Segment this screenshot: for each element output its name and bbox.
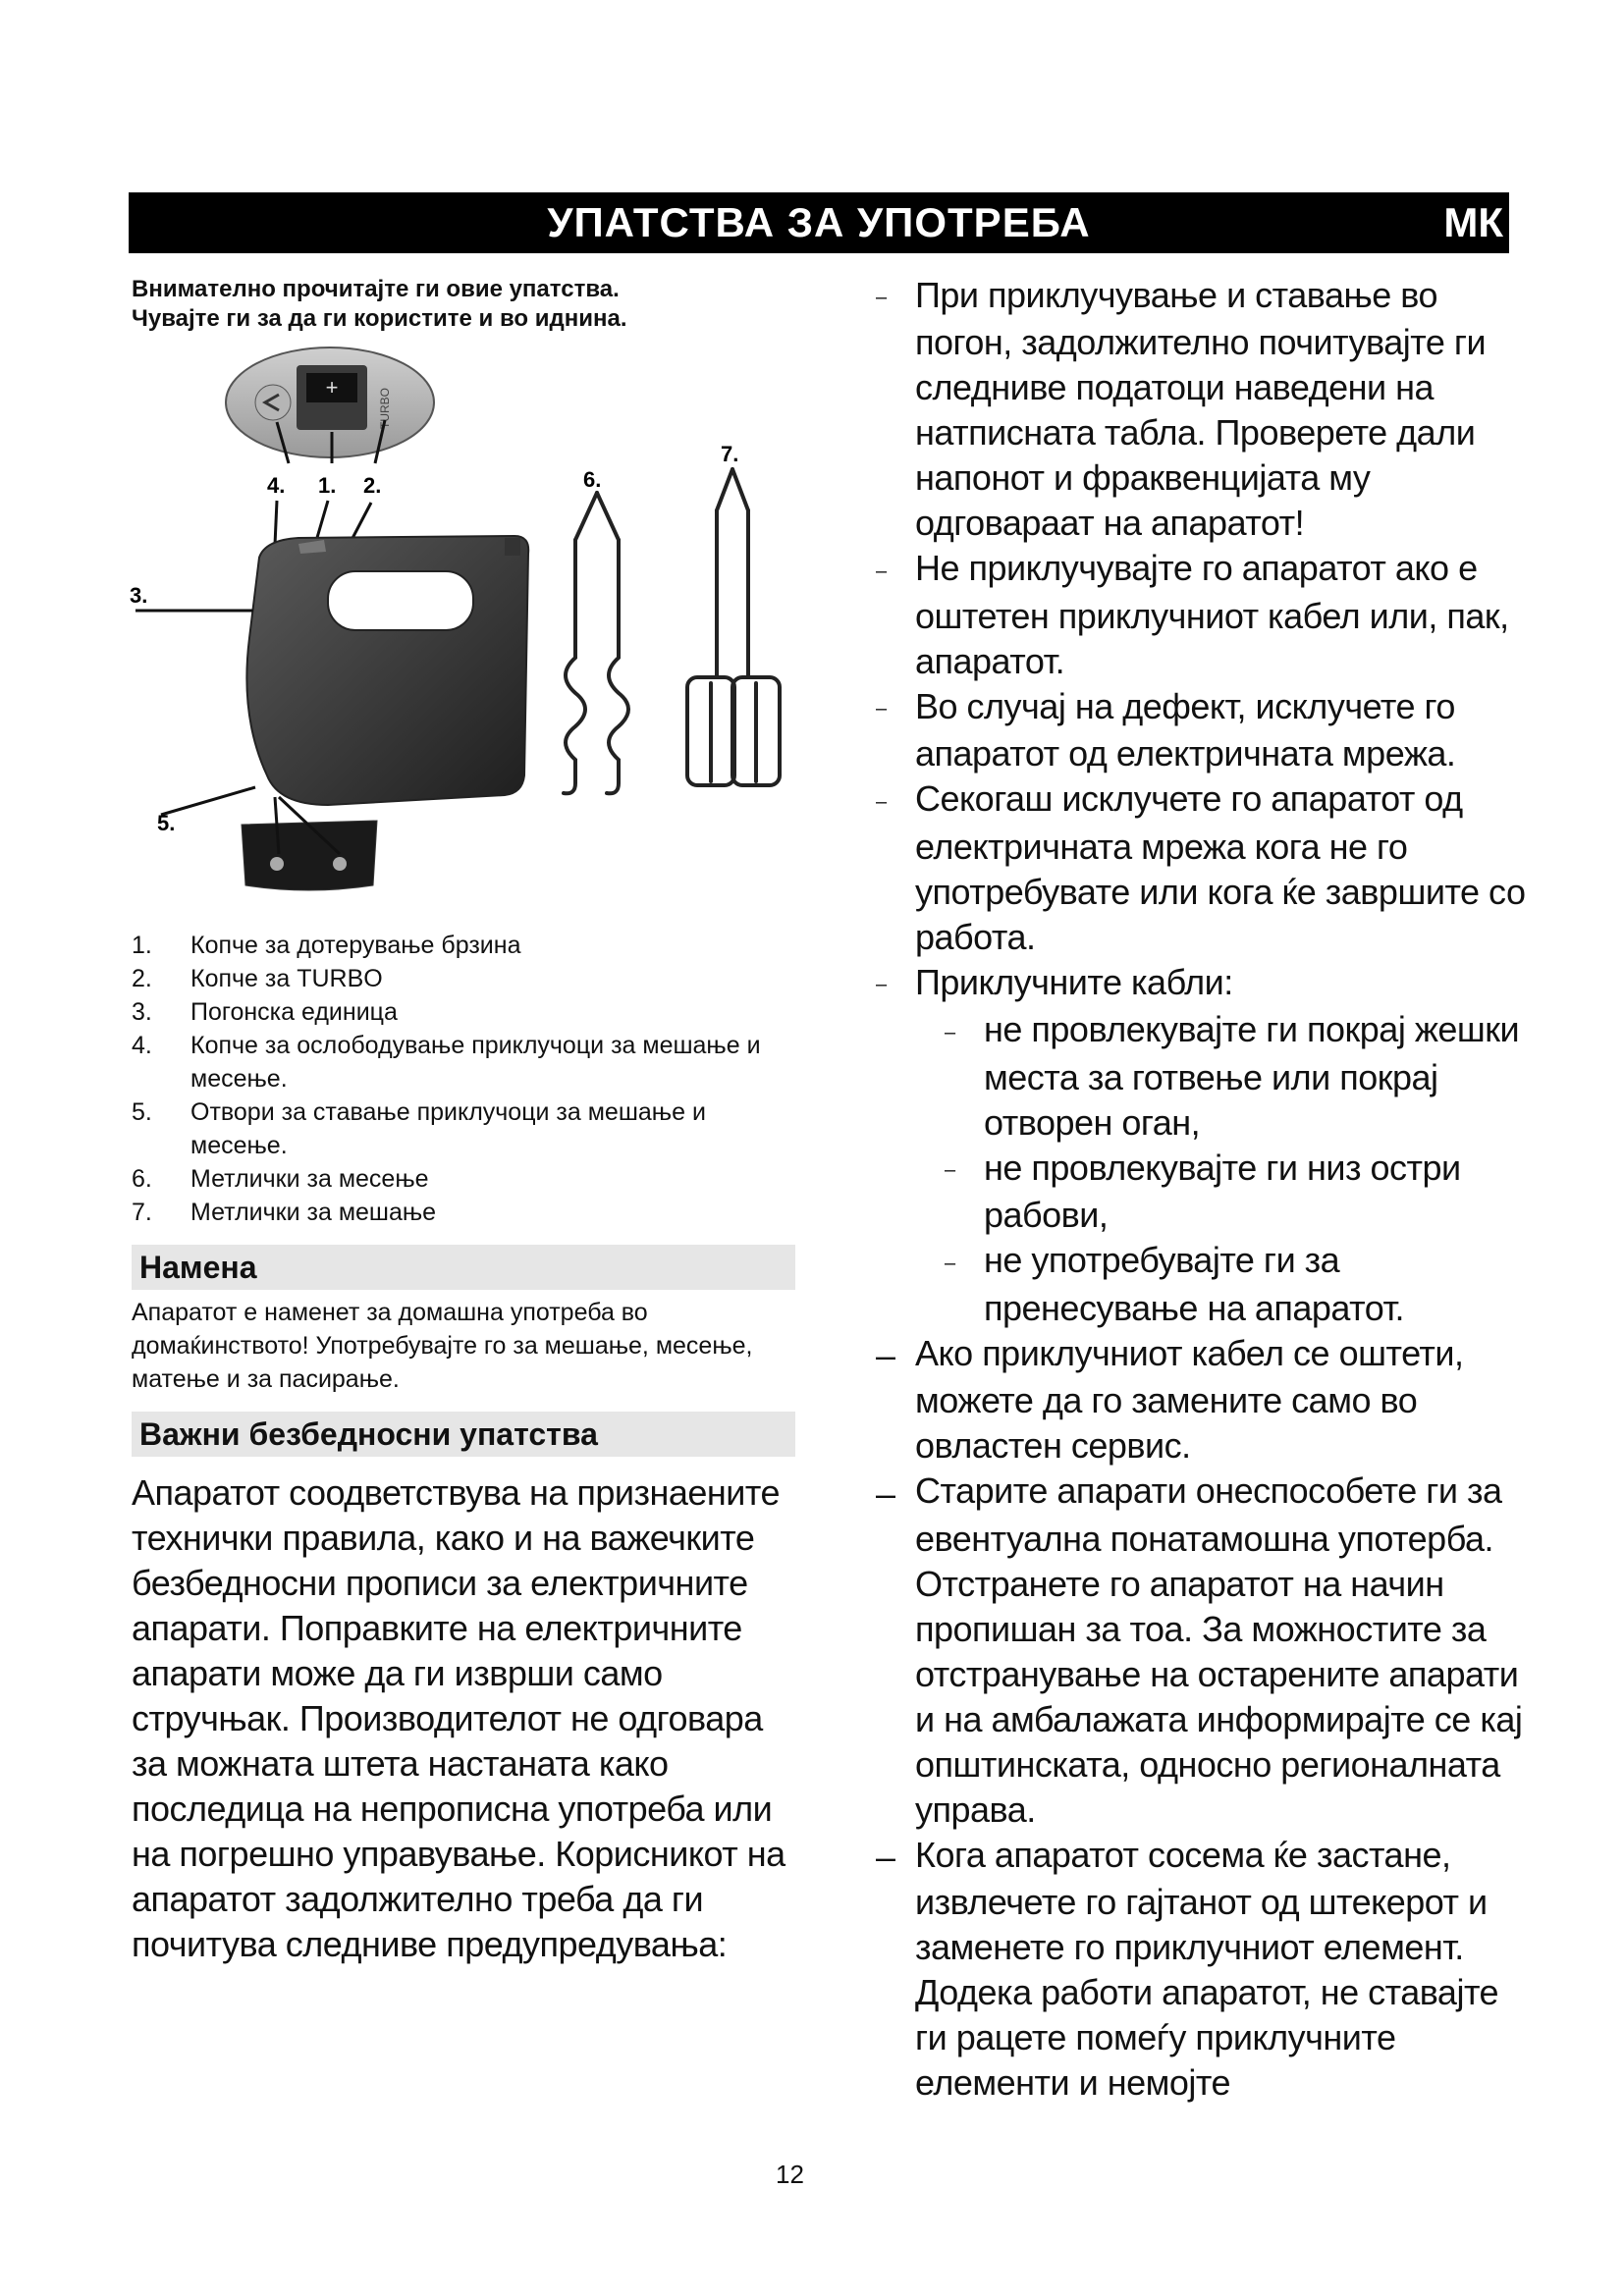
parts-num: 4. <box>132 1032 152 1059</box>
warning-item <box>840 1331 1528 1468</box>
mixer-illustration <box>132 344 799 903</box>
warnings-list <box>840 273 1528 2106</box>
warning-text: Во случај на дефект, исклучете го апаратот од електричната мрежа. <box>915 685 1456 774</box>
warning-item <box>840 776 1528 959</box>
right-column <box>840 273 1528 2106</box>
warning-text: не употребувајте ги за пренесување на апаратот. <box>984 1240 1404 1328</box>
dash-icon: – <box>945 1021 955 1043</box>
dash-icon: – <box>945 1252 955 1274</box>
mixer-body <box>246 536 528 805</box>
dash-icon: – <box>945 1159 955 1182</box>
safety-heading: Важни безбедносни упатства <box>132 1412 795 1457</box>
parts-item <box>132 962 799 995</box>
parts-text: Метлички за месење <box>190 1165 429 1193</box>
label-6: 6. <box>583 467 602 492</box>
dash-icon: – <box>876 1472 895 1514</box>
parts-text: Метлички за мешање <box>190 1199 437 1226</box>
warning-item <box>840 960 1528 1007</box>
parts-text: Копче за дотерување брзина <box>190 932 521 959</box>
parts-item <box>132 929 799 962</box>
parts-text: Погонска единица <box>190 998 398 1026</box>
parts-item <box>132 1029 799 1095</box>
label-1: 1. <box>318 473 337 498</box>
parts-num: 2. <box>132 965 152 992</box>
parts-item <box>132 1162 799 1196</box>
parts-list <box>132 929 799 1229</box>
warning-text: Ако приклучниот кабел се оштети, можете да го замените само во овластен сервис. <box>915 1332 1464 1467</box>
parts-num: 7. <box>132 1199 152 1226</box>
label-5: 5. <box>157 811 176 835</box>
warning-text: Кога апаратот сосема ќе застане, извлечете го гајтанот од штекерот и заменете го приклучниот елемент. Додека работи апаратот, не ставајте ги рацете помеѓу приклучните елементи и немојте <box>915 1834 1499 2104</box>
dash-icon: – <box>876 698 887 721</box>
warning-item <box>840 1468 1528 1832</box>
warning-text: не провлекувајте ги низ остри рабови, <box>984 1147 1461 1236</box>
parts-item <box>132 1196 799 1229</box>
dough-hooks <box>564 493 628 793</box>
warning-subitem <box>840 1238 1528 1330</box>
parts-text: Копче за ослободување приклучоци за мешање и месење. <box>190 1032 761 1093</box>
warning-item <box>840 546 1528 683</box>
label-4: 4. <box>267 473 286 498</box>
parts-text: Копче за TURBO <box>190 965 383 992</box>
label-3: 3. <box>130 583 148 608</box>
header-bar <box>129 192 1509 253</box>
control-panel-inset <box>226 347 434 457</box>
plus-button-label: + <box>325 375 339 400</box>
intro-line-1: Внимателно прочитајте ги овие упатства. <box>132 276 620 302</box>
warning-text: не провлекувајте ги покрај жешки места за готвење или покрај отворен оган, <box>984 1009 1520 1143</box>
page-title: УПАТСТВА ЗА УПОТРЕБА <box>547 199 1091 245</box>
language-code: МК <box>1443 199 1503 245</box>
parts-num: 3. <box>132 998 152 1026</box>
dash-icon: – <box>876 287 887 309</box>
warning-text: Не приклучувајте го апаратот ако е оштетен приклучниот кабел или, пак, апаратот. <box>915 548 1509 681</box>
page-number: 12 <box>776 2160 804 2189</box>
parts-num: 6. <box>132 1165 152 1193</box>
dash-icon: – <box>876 974 887 996</box>
dash-icon: – <box>876 790 887 813</box>
purpose-heading: Намена <box>132 1245 795 1290</box>
safety-text: Апаратот соодветствува на признаените технички правила, како и на важечките безбедносни прописи за електричните апарати. Поправките на електричните апарати може да ги изврши само стручњак. Производителот не одговара за можната штета настаната како последица на непрописна употреба или на погрешно управување. Корисникот на апаратот задолжително треба да ги почитува следниве предупредувања: <box>132 1472 785 1964</box>
warning-subitem <box>840 1146 1528 1238</box>
warning-item <box>840 1833 1528 2106</box>
beaters <box>687 469 780 785</box>
dash-icon: – <box>876 560 887 582</box>
intro-line-2: Чувајте ги за да ги користите и во иднина. <box>132 305 627 332</box>
parts-text: Отвори за ставање приклучоци за мешање и месење. <box>190 1098 706 1159</box>
parts-item <box>132 1095 799 1162</box>
warning-item <box>840 684 1528 776</box>
parts-num: 5. <box>132 1098 152 1126</box>
turbo-button-label: TURBO <box>378 388 392 429</box>
left-column <box>132 275 799 1967</box>
label-2: 2. <box>363 473 382 498</box>
warning-item <box>840 273 1528 546</box>
label-7: 7. <box>721 442 739 466</box>
warning-text: Старите апарати онеспособете ги за евентуална понатамошна употерба. Отстранете го апаратот на начин пропишан за тоа. За можностите за отстранување на остарените апарати и на амбалажата информирајте се кај општинската, односно регионалната управа. <box>915 1470 1523 1830</box>
purpose-text: Апаратот е наменет за домашна употреба во домаќинството! Употребувајте го за мешање, месење, матење и за пасирање. <box>132 1299 753 1393</box>
parts-num: 1. <box>132 932 152 959</box>
dash-icon: – <box>876 1837 895 1878</box>
intro-text <box>132 275 799 334</box>
warning-subitem <box>840 1007 1528 1145</box>
warning-text: Секогаш исклучете го апаратот од електричната мрежа кога не го употребувате или кога ќе завршите со работа. <box>915 778 1526 957</box>
mixer-figure <box>132 344 799 903</box>
warning-text: При приклучување и ставање во погон, задолжително почитувајте ги следниве податоци наведени на натписната табла. Проверете дали напонот и фраквенцијата му одговараат на апаратот! <box>915 275 1487 544</box>
warning-text: Приклучните кабли: <box>915 961 1233 1002</box>
parts-item <box>132 995 799 1029</box>
dash-icon: – <box>876 1335 895 1376</box>
